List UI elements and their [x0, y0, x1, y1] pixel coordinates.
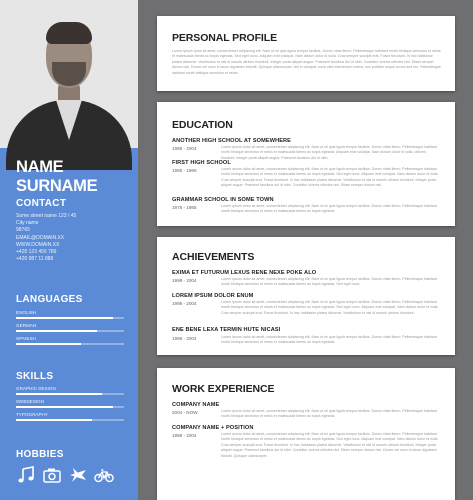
- profile-heading: PERSONAL PROFILE: [172, 32, 277, 44]
- experience-item-text: Lorem ipsum dolor sit amet, consectetuer adipiscing elit. Nam ut mi quis ligula tempor facilisis. Donec vitae libero. Pellentesque habitant morbi tristique senectus et netus et malesuada fames ac turpis egestas. Sed eget nunc. Aliquam erat volutpat. Nam dictum dolor id nulla. Cras semper suscipit erat. Fusce tincidunt. In hac habitasse platea dictumst. Vestibulum et nisl id mauris ultrices tincidunt. Integer porta aliquet augue. Praesent faucibus dui id nibh. Curabitur viverra ultricies nisl. Etiam semper dictum nisi. Donec vel nunc in lacus dignissim blandit. Quisque ullamcorper.: [221, 432, 439, 458]
- skill-level-bar: [16, 406, 113, 408]
- education-item-date: 1989 - 2004: [172, 146, 197, 151]
- experience-item-date: 2004 - NOW: [172, 410, 198, 415]
- achievement-item-date: 1998 - 2004: [172, 301, 197, 306]
- contact-zip: 98765: [16, 227, 30, 234]
- experience-item-name: COMPANY NAME: [172, 402, 220, 408]
- language-english: [16, 310, 124, 319]
- achievements-card: [157, 237, 455, 355]
- education-item-name: FIRST HIGH SCHOOL: [172, 160, 231, 166]
- achievement-item-date: 1998 - 2004: [172, 336, 197, 341]
- skill-label: WEBDESIGN: [16, 399, 45, 404]
- education-item-date: 1976 - 1985: [172, 205, 197, 210]
- skills-heading: SKILLS: [16, 371, 54, 382]
- contact-city: City name: [16, 220, 39, 227]
- education-item-text: Lorem ipsum dolor sit amet, consectetuer adipiscing elit. Nam ut mi quis ligula tempor facilisis. Donec vitae libero. Pellentesque habitant morbi tristique senectus et netus et malesuada fames ac turpis egestas. Aliquam erat volutpat. Nam dictum dolor id nulla, ultrices tincidunt. Integer porta aliquet augue. Praesent faucibus dui id nibh.: [221, 145, 437, 160]
- profile-photo: [0, 0, 138, 148]
- skill-graphic-design: [16, 386, 124, 395]
- education-heading: EDUCATION: [172, 119, 233, 131]
- language-german: [16, 323, 124, 332]
- bicycle-icon: [94, 466, 114, 484]
- education-item-text: Lorem ipsum dolor sit amet, consectetuer adipiscing elit. Nam ut mi quis ligula tempor facilisis. Donec vitae libero. Pellentesque habitant morbi tristique senectus et netus et malesuada fames ac turpis egestas.: [221, 204, 437, 214]
- contact-email[interactable]: EMAIL@DOMAIN.XX: [16, 234, 65, 241]
- language-spanish: [16, 336, 124, 345]
- contact-phone-1: +420 123 456 789: [16, 249, 57, 256]
- language-level-bar: [16, 343, 81, 345]
- achievement-item-name: LOREM IPSUM DOLOR ENUM: [172, 293, 254, 299]
- achievement-item-text: Lorem ipsum dolor sit amet, consectetuer adipiscing elit. Nam ut mi quis ligula tempor facilisis. Donec vitae libero. Pellentesque habitant morbi tristique senectus et netus et malesuada fames ac turpis egestas. Sed eget nunc. Aliquam erat volutpat. Nam dictum dolor id nulla. Cras semper suscipit erat. Fusce tincidunt. In hac habitasse platea dictumst. Vestibulum et nisl id mauris ultrices tincidunt.: [221, 300, 439, 315]
- languages-heading: LANGUAGES: [16, 294, 83, 305]
- profile-text: Lorem ipsum dolor sit amet, consectetuer adipiscing elit. Nam ut mi quis ligula tempor facilisis. Donec vitae libero. Pellentesque habitant morbi tristique senectus et netus et malesuada fames ac turpis egestas. Sed eget nunc. Aliquam erat volutpat. Nam dictum dolor id nulla. Cras semper suscipit erat. Fusce tincidunt. In hac habitasse platea dictumst. Vestibulum et nisl id mauris ultrices tincidunt. Integer porta aliquet augue. Praesent faucibus dui id nibh. Curabitur viverra ultricies nisl. Etiam semper dictum nisi. Donec vel nunc in lacus dignissim blandit. Quisque ullamcorper, nisl in volutpat, nulla nibh elementum metus, nec porttitor neque lectus sed leo. Pellentesque habitant morbi tristique senectus et netus.: [172, 49, 441, 75]
- hobbies-icons: [16, 466, 114, 484]
- achievement-item-name: EXIMA ET FUTURUM LEXUS RENE NEXE POKE ALO: [172, 270, 317, 276]
- hobbies-heading: HOBBIES: [16, 449, 64, 460]
- achievement-item-date: 1998 - 2004: [172, 278, 197, 283]
- person-name: NAME SURNAME: [16, 158, 98, 195]
- airplane-icon: [68, 466, 88, 484]
- contact-phone-2: +420 987 11 889: [16, 256, 54, 263]
- contact-details: [16, 213, 76, 263]
- language-level-bar: [16, 330, 97, 332]
- education-item-name: GRAMMAR SCHOOL IN SOME TOWN: [172, 197, 274, 203]
- education-item-date: 1985 - 1989: [172, 168, 197, 173]
- education-item-text: Lorem ipsum dolor sit amet, consectetuer adipiscing elit. Nam ut mi quis ligula tempor facilisis. Donec vitae libero. Pellentesque habitant morbi tristique senectus et netus et malesuada fames ac turpis egestas. Sed eget nunc. Aliquam erat volutpat. Nam dictum dolor id nulla. Cras semper suscipit erat. Fusce tincidunt. In hac habitasse platea dictumst. Vestibulum et nisl id mauris ultrices tincidunt. Integer porta aliquet augue. Praesent faucibus dui id nibh. Curabitur viverra ultricies nisl. Etiam semper dictum nisi.: [221, 167, 439, 188]
- experience-item-date: 1998 - 2004: [172, 433, 197, 438]
- experience-heading: WORK EXPERIENCE: [172, 383, 275, 395]
- skill-level-bar: [16, 393, 102, 395]
- skill-typography: [16, 412, 124, 421]
- profile-card: [157, 16, 455, 91]
- achievements-heading: ACHIEVEMENTS: [172, 251, 255, 263]
- skill-label: TYPOGRAPHY: [16, 412, 48, 417]
- sidebar: [0, 0, 138, 500]
- education-card: [157, 102, 455, 226]
- camera-icon: [42, 466, 62, 484]
- language-label: GERMAN: [16, 323, 37, 328]
- achievement-item-name: ENE BENE LEXA TERMIN HUTE NICASI: [172, 327, 281, 333]
- contact-website[interactable]: WWW.DOMAIN.XX: [16, 241, 60, 248]
- language-label: ENGLISH: [16, 310, 37, 315]
- experience-item-text: Lorem ipsum dolor sit amet, consectetuer adipiscing elit. Nam ut mi quis ligula tempor facilisis. Donec vitae libero. Pellentesque habitant morbi tristique senectus et netus et malesuada fames ac turpis egestas.: [221, 409, 437, 419]
- language-level-bar: [16, 317, 113, 319]
- contact-heading: CONTACT: [16, 198, 67, 209]
- skill-webdesign: [16, 399, 124, 408]
- skill-level-bar: [16, 419, 92, 421]
- contact-street: Some street name 123 / 45: [16, 213, 77, 219]
- experience-card: [157, 368, 455, 500]
- achievement-item-text: Lorem ipsum dolor sit amet, consectetuer adipiscing elit. Nam ut mi quis ligula tempor facilisis. Donec vitae libero. Pellentesque habitant morbi tristique senectus et netus et malesuada fames ac turpis egestas. Sed eget nunc.: [221, 277, 437, 287]
- skill-label: GRAPHIC DESIGN: [16, 386, 56, 391]
- achievement-item-text: Lorem ipsum dolor sit amet, consectetuer adipiscing elit. Nam ut mi quis ligula tempor facilisis. Donec vitae libero. Pellentesque habitant morbi tristique senectus et netus et malesuada fames ac turpis egestas.: [221, 335, 437, 345]
- language-label: SPANISH: [16, 336, 36, 341]
- music-icon: [16, 466, 36, 484]
- education-item-name: ANOTHER HIGH SCHOOL AT SOMEWHERE: [172, 138, 292, 144]
- experience-item-name: COMPANY NAME + POSITION: [172, 425, 254, 431]
